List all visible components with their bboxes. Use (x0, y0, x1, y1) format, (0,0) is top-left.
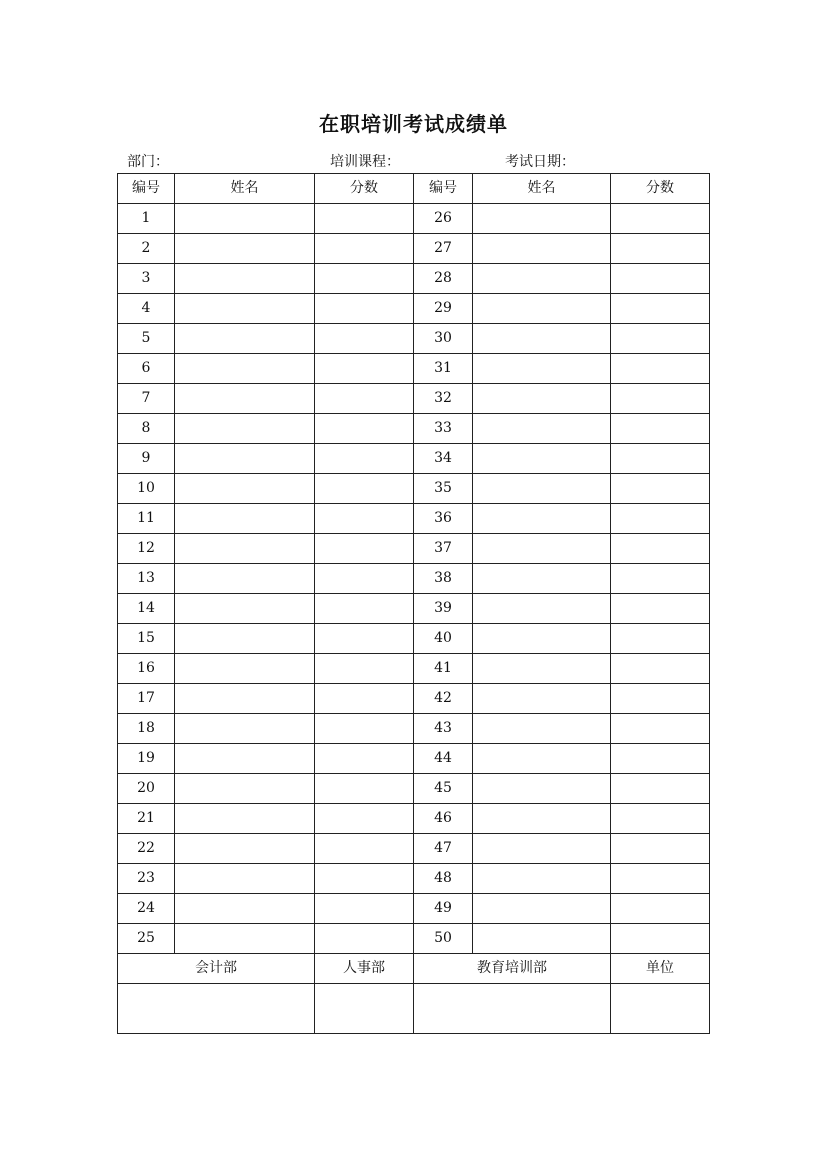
row-number-right: 35 (414, 474, 473, 504)
name-cell-right[interactable] (473, 384, 611, 414)
row-number-right: 41 (414, 654, 473, 684)
signoff-signature-row (118, 984, 710, 1034)
name-cell-left[interactable] (175, 204, 315, 234)
score-cell-right[interactable] (611, 384, 710, 414)
unit-label: 单位 (611, 954, 710, 984)
table-row (118, 354, 710, 384)
row-number-right: 32 (414, 384, 473, 414)
table-row (118, 624, 710, 654)
table-row (118, 654, 710, 684)
header-score-right: 分数 (611, 174, 710, 204)
header-no-left: 编号 (118, 174, 175, 204)
row-number-left: 24 (118, 894, 175, 924)
row-number-right: 38 (414, 564, 473, 594)
row-number-right: 26 (414, 204, 473, 234)
table-row (118, 204, 710, 234)
name-cell-right[interactable] (473, 234, 611, 264)
table-row (118, 444, 710, 474)
row-number-left: 9 (118, 444, 175, 474)
accounting-signature-cell[interactable] (118, 984, 315, 1034)
header-name-right: 姓名 (473, 174, 611, 204)
score-cell-left[interactable] (315, 384, 414, 414)
name-cell-left[interactable] (175, 654, 315, 684)
row-number-right: 34 (414, 444, 473, 474)
accounting-dept-label: 会计部 (118, 954, 315, 984)
table-row (118, 834, 710, 864)
score-cell-right[interactable] (611, 204, 710, 234)
name-cell-right[interactable] (473, 834, 611, 864)
score-cell-left[interactable] (315, 204, 414, 234)
training-signature-cell[interactable] (414, 984, 611, 1034)
score-cell-left[interactable] (315, 324, 414, 354)
row-number-left: 15 (118, 624, 175, 654)
score-cell-right[interactable] (611, 444, 710, 474)
row-number-left: 20 (118, 774, 175, 804)
score-rows (118, 204, 710, 954)
row-number-left: 22 (118, 834, 175, 864)
score-cell-right[interactable] (611, 654, 710, 684)
row-number-right: 45 (414, 774, 473, 804)
row-number-left: 21 (118, 804, 175, 834)
table-row (118, 864, 710, 894)
name-cell-left[interactable] (175, 894, 315, 924)
name-cell-left[interactable] (175, 774, 315, 804)
row-number-right: 40 (414, 624, 473, 654)
score-cell-left[interactable] (315, 294, 414, 324)
score-cell-left[interactable] (315, 624, 414, 654)
unit-signature-cell[interactable] (611, 984, 710, 1034)
name-cell-left[interactable] (175, 444, 315, 474)
name-cell-right[interactable] (473, 264, 611, 294)
row-number-left: 11 (118, 504, 175, 534)
hr-dept-label: 人事部 (315, 954, 414, 984)
row-number-left: 8 (118, 414, 175, 444)
name-cell-right[interactable] (473, 354, 611, 384)
row-number-right: 48 (414, 864, 473, 894)
hr-signature-cell[interactable] (315, 984, 414, 1034)
name-cell-right[interactable] (473, 804, 611, 834)
row-number-left: 12 (118, 534, 175, 564)
header-name-left: 姓名 (175, 174, 315, 204)
score-cell-left[interactable] (315, 474, 414, 504)
row-number-left: 3 (118, 264, 175, 294)
table-row (118, 234, 710, 264)
score-cell-left[interactable] (315, 714, 414, 744)
name-cell-left[interactable] (175, 624, 315, 654)
score-cell-right[interactable] (611, 354, 710, 384)
score-cell-left[interactable] (315, 564, 414, 594)
row-number-right: 39 (414, 594, 473, 624)
score-cell-left[interactable] (315, 654, 414, 684)
row-number-left: 10 (118, 474, 175, 504)
score-cell-right[interactable] (611, 684, 710, 714)
header-row (118, 174, 710, 204)
name-cell-right[interactable] (473, 474, 611, 504)
table-row (118, 684, 710, 714)
score-cell-right[interactable] (611, 744, 710, 774)
table-row (118, 474, 710, 504)
name-cell-right[interactable] (473, 924, 611, 954)
score-cell-left[interactable] (315, 744, 414, 774)
name-cell-right[interactable] (473, 294, 611, 324)
table-row (118, 774, 710, 804)
row-number-right: 36 (414, 504, 473, 534)
table-row (118, 744, 710, 774)
name-cell-left[interactable] (175, 684, 315, 714)
row-number-left: 25 (118, 924, 175, 954)
score-cell-right[interactable] (611, 324, 710, 354)
row-number-right: 50 (414, 924, 473, 954)
name-cell-right[interactable] (473, 444, 611, 474)
score-cell-right[interactable] (611, 834, 710, 864)
table-row (118, 504, 710, 534)
name-cell-left[interactable] (175, 864, 315, 894)
page-title: 在职培训考试成绩单 (319, 112, 508, 136)
name-cell-left[interactable] (175, 234, 315, 264)
name-cell-right[interactable] (473, 534, 611, 564)
name-cell-left[interactable] (175, 924, 315, 954)
name-cell-right[interactable] (473, 504, 611, 534)
name-cell-right[interactable] (473, 624, 611, 654)
score-table (117, 173, 710, 1034)
table-row (118, 414, 710, 444)
score-cell-left[interactable] (315, 264, 414, 294)
name-cell-left[interactable] (175, 324, 315, 354)
name-cell-right[interactable] (473, 564, 611, 594)
score-cell-right[interactable] (611, 594, 710, 624)
table-row (118, 294, 710, 324)
row-number-left: 14 (118, 594, 175, 624)
score-cell-left[interactable] (315, 504, 414, 534)
score-cell-left[interactable] (315, 534, 414, 564)
name-cell-left[interactable] (175, 594, 315, 624)
name-cell-left[interactable] (175, 474, 315, 504)
row-number-left: 6 (118, 354, 175, 384)
table-row (118, 894, 710, 924)
table-row (118, 384, 710, 414)
course-label: 培训课程： (330, 154, 400, 170)
row-number-left: 2 (118, 234, 175, 264)
score-cell-left[interactable] (315, 354, 414, 384)
row-number-left: 5 (118, 324, 175, 354)
score-cell-left[interactable] (315, 864, 414, 894)
row-number-right: 27 (414, 234, 473, 264)
name-cell-left[interactable] (175, 294, 315, 324)
table-row (118, 264, 710, 294)
row-number-right: 31 (414, 354, 473, 384)
row-number-right: 42 (414, 684, 473, 714)
score-cell-right[interactable] (611, 714, 710, 744)
table-row (118, 324, 710, 354)
row-number-right: 47 (414, 834, 473, 864)
signoff-header-row (118, 954, 710, 984)
table-row (118, 804, 710, 834)
table-row (118, 594, 710, 624)
row-number-left: 4 (118, 294, 175, 324)
score-cell-right[interactable] (611, 414, 710, 444)
table-row (118, 564, 710, 594)
score-cell-right[interactable] (611, 894, 710, 924)
name-cell-right[interactable] (473, 324, 611, 354)
score-cell-left[interactable] (315, 414, 414, 444)
row-number-right: 30 (414, 324, 473, 354)
score-cell-right[interactable] (611, 234, 710, 264)
name-cell-left[interactable] (175, 504, 315, 534)
score-cell-right[interactable] (611, 534, 710, 564)
name-cell-right[interactable] (473, 894, 611, 924)
score-cell-left[interactable] (315, 804, 414, 834)
row-number-right: 44 (414, 744, 473, 774)
name-cell-left[interactable] (175, 414, 315, 444)
score-cell-right[interactable] (611, 774, 710, 804)
score-cell-left[interactable] (315, 834, 414, 864)
row-number-right: 33 (414, 414, 473, 444)
name-cell-left[interactable] (175, 564, 315, 594)
header-score-left: 分数 (315, 174, 414, 204)
row-number-right: 49 (414, 894, 473, 924)
score-cell-left[interactable] (315, 894, 414, 924)
row-number-left: 1 (118, 204, 175, 234)
row-number-left: 23 (118, 864, 175, 894)
score-cell-right[interactable] (611, 924, 710, 954)
row-number-right: 37 (414, 534, 473, 564)
score-cell-left[interactable] (315, 594, 414, 624)
row-number-left: 19 (118, 744, 175, 774)
department-label: 部门： (127, 154, 169, 170)
row-number-right: 29 (414, 294, 473, 324)
name-cell-right[interactable] (473, 774, 611, 804)
name-cell-right[interactable] (473, 204, 611, 234)
score-cell-right[interactable] (611, 504, 710, 534)
name-cell-right[interactable] (473, 594, 611, 624)
score-cell-right[interactable] (611, 294, 710, 324)
name-cell-left[interactable] (175, 804, 315, 834)
row-number-left: 16 (118, 654, 175, 684)
score-cell-right[interactable] (611, 864, 710, 894)
row-number-left: 13 (118, 564, 175, 594)
name-cell-left[interactable] (175, 354, 315, 384)
score-cell-right[interactable] (611, 474, 710, 504)
score-cell-left[interactable] (315, 684, 414, 714)
row-number-right: 43 (414, 714, 473, 744)
name-cell-left[interactable] (175, 264, 315, 294)
score-cell-right[interactable] (611, 564, 710, 594)
score-cell-left[interactable] (315, 924, 414, 954)
name-cell-left[interactable] (175, 834, 315, 864)
table-row (118, 924, 710, 954)
row-number-left: 17 (118, 684, 175, 714)
score-cell-left[interactable] (315, 234, 414, 264)
exam-date-label: 考试日期： (505, 154, 575, 170)
name-cell-right[interactable] (473, 714, 611, 744)
table-row (118, 714, 710, 744)
name-cell-right[interactable] (473, 864, 611, 894)
table-row (118, 534, 710, 564)
name-cell-right[interactable] (473, 414, 611, 444)
training-dept-label: 教育培训部 (414, 954, 611, 984)
name-cell-right[interactable] (473, 654, 611, 684)
score-cell-right[interactable] (611, 264, 710, 294)
row-number-left: 7 (118, 384, 175, 414)
name-cell-left[interactable] (175, 744, 315, 774)
header-no-right: 编号 (414, 174, 473, 204)
row-number-right: 46 (414, 804, 473, 834)
score-cell-right[interactable] (611, 804, 710, 834)
row-number-left: 18 (118, 714, 175, 744)
row-number-right: 28 (414, 264, 473, 294)
name-cell-right[interactable] (473, 744, 611, 774)
score-cell-left[interactable] (315, 444, 414, 474)
score-cell-left[interactable] (315, 774, 414, 804)
name-cell-left[interactable] (175, 534, 315, 564)
name-cell-left[interactable] (175, 714, 315, 744)
score-cell-right[interactable] (611, 624, 710, 654)
name-cell-left[interactable] (175, 384, 315, 414)
name-cell-right[interactable] (473, 684, 611, 714)
